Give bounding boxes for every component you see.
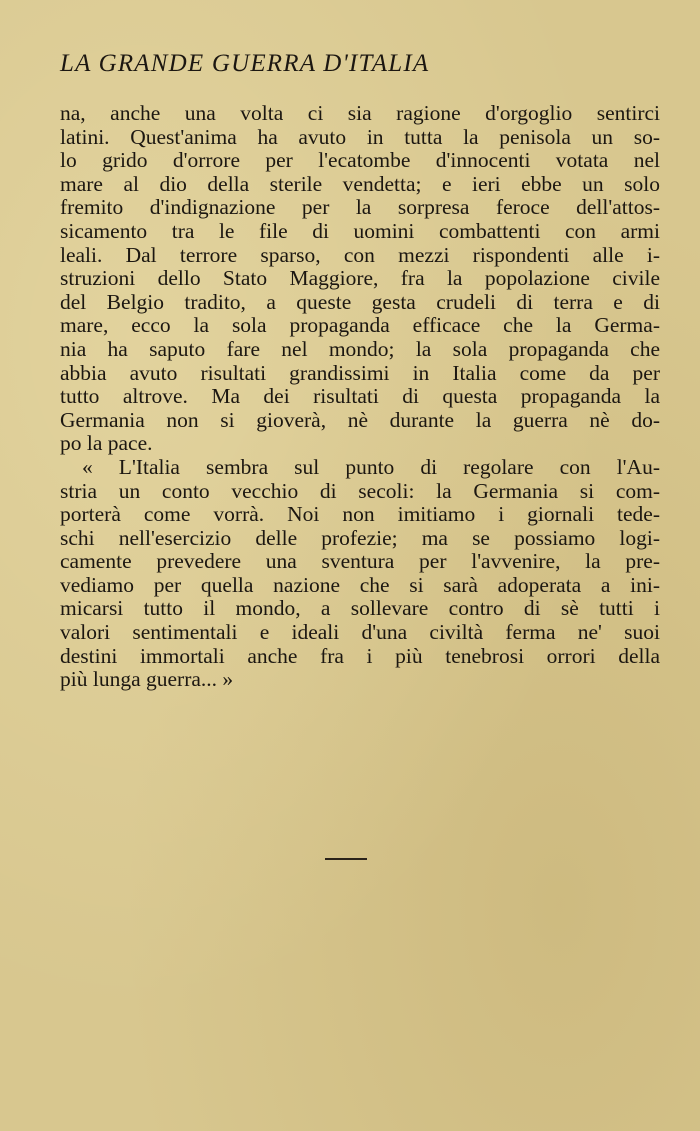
text-line: latini. Quest'anima ha avuto in tutta la penisola un so- <box>60 124 660 149</box>
text-line: vediamo per quella nazione che si sarà adoperata a ini- <box>60 572 660 597</box>
text-line: struzioni dello Stato Maggiore, fra la popolazione civile <box>60 266 660 291</box>
text-line: sicamento tra le file di uomini combattenti con armi <box>60 218 660 243</box>
text-line: tutto altrove. Ma dei risultati di questa propaganda la <box>60 384 660 409</box>
text-line: lo grido d'orrore per l'ecatombe d'innocenti votata nel <box>60 148 660 173</box>
text-line: nia ha saputo fare nel mondo; la sola propaganda che <box>60 336 660 361</box>
text-line: destini immortali anche fra i più tenebrosi orrori della <box>60 643 660 668</box>
text-line: schi nell'esercizio delle profezie; ma se possiamo logi- <box>60 525 660 550</box>
text-line: po la pace. <box>60 431 153 456</box>
text-line: mare al dio della sterile vendetta; e ieri ebbe un solo <box>60 171 660 196</box>
text-line: camente prevedere una sventura per l'avvenire, la pre- <box>60 549 660 574</box>
text-line: « L'Italia sembra sul punto di regolare con l'Au- <box>82 454 660 479</box>
text-line: più lunga guerra... » <box>60 667 234 692</box>
text-line: abbia avuto risultati grandissimi in Italia come da per <box>60 360 660 385</box>
end-rule-divider <box>325 858 367 860</box>
body-text <box>60 102 660 692</box>
text-line: micarsi tutto il mondo, a sollevare contro di sè tutti i <box>60 596 660 621</box>
text-line: stria un conto vecchio di secoli: la Germania si com- <box>60 478 660 503</box>
text-line: valori sentimentali e ideali d'una civiltà ferma ne' suoi <box>60 620 660 645</box>
text-line: leali. Dal terrore sparso, con mezzi rispondenti alle i- <box>60 242 660 267</box>
text-line: Germania non si gioverà, nè durante la guerra nè do- <box>60 407 660 432</box>
text-line: del Belgio tradito, a queste gesta crudeli di terra e di <box>60 289 660 314</box>
text-line: na, anche una volta ci sia ragione d'orgoglio sentirci <box>60 101 660 125</box>
text-line: fremito d'indignazione per la sorpresa feroce dell'attos- <box>60 195 660 220</box>
running-title: LA GRANDE GUERRA D'ITALIA <box>60 50 430 77</box>
text-line: mare, ecco la sola propaganda efficace che la Germa- <box>60 313 660 338</box>
text-line: porterà come vorrà. Noi non imitiamo i giornali tede- <box>60 502 660 527</box>
